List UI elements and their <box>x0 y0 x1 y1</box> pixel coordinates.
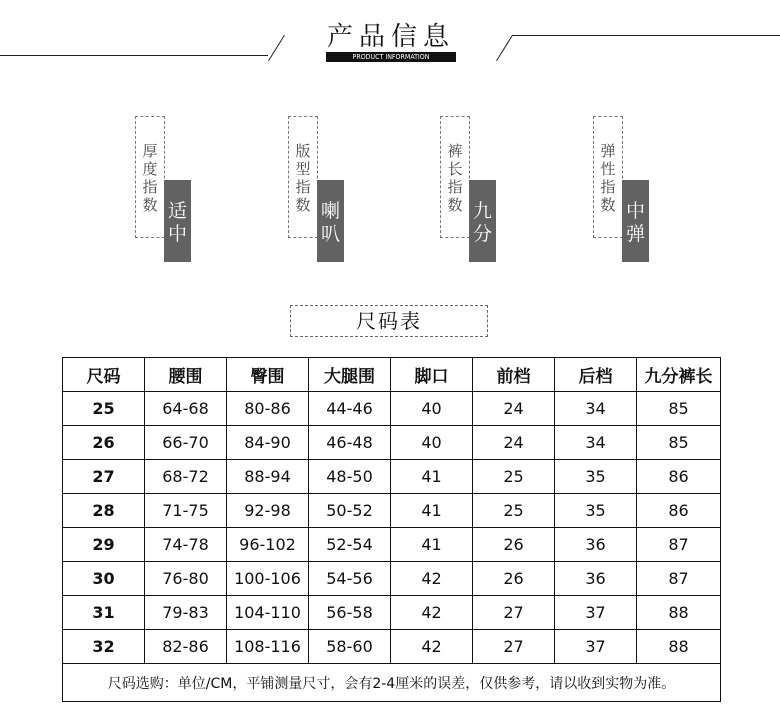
index-card-fit <box>288 116 358 266</box>
index-label: 裤长指数 <box>447 142 463 214</box>
cell-back-rise: 35 <box>555 460 637 494</box>
index-card-thickness <box>135 116 205 266</box>
header-size: 尺码 <box>63 358 145 392</box>
cell-front-rise: 27 <box>473 596 555 630</box>
cell-size: 25 <box>63 392 145 426</box>
cell-waist: 66-70 <box>145 426 227 460</box>
cell-waist: 82-86 <box>145 630 227 664</box>
cell-hem: 41 <box>391 528 473 562</box>
cell-hem: 42 <box>391 562 473 596</box>
table-header-row <box>63 358 721 392</box>
section-title: 产品信息 <box>326 22 455 52</box>
index-value: 中弹 <box>625 200 645 245</box>
cell-thigh: 52-54 <box>309 528 391 562</box>
cell-size: 28 <box>63 494 145 528</box>
cell-hip: 92-98 <box>227 494 309 528</box>
index-label: 版型指数 <box>295 142 311 214</box>
index-card-elasticity <box>593 116 663 266</box>
cell-front-rise: 24 <box>473 392 555 426</box>
cell-size: 26 <box>63 426 145 460</box>
cell-size: 31 <box>63 596 145 630</box>
cell-back-rise: 35 <box>555 494 637 528</box>
header-length: 九分裤长 <box>637 358 721 392</box>
header-slash-right <box>496 35 513 61</box>
cell-length: 86 <box>637 460 721 494</box>
cell-length: 87 <box>637 562 721 596</box>
cell-waist: 76-80 <box>145 562 227 596</box>
cell-size: 32 <box>63 630 145 664</box>
cell-front-rise: 25 <box>473 494 555 528</box>
header-line-left <box>0 55 268 56</box>
cell-thigh: 44-46 <box>309 392 391 426</box>
table-row <box>63 562 721 596</box>
cell-hip: 88-94 <box>227 460 309 494</box>
cell-front-rise: 27 <box>473 630 555 664</box>
cell-hem: 42 <box>391 596 473 630</box>
index-value-box <box>622 180 649 262</box>
table-row <box>63 596 721 630</box>
cell-front-rise: 26 <box>473 528 555 562</box>
table-row <box>63 528 721 562</box>
cell-thigh: 50-52 <box>309 494 391 528</box>
cell-waist: 71-75 <box>145 494 227 528</box>
cell-size: 29 <box>63 528 145 562</box>
cell-back-rise: 34 <box>555 392 637 426</box>
cell-hip: 108-116 <box>227 630 309 664</box>
index-label: 厚度指数 <box>142 142 158 214</box>
index-value-box <box>469 180 496 262</box>
cell-back-rise: 37 <box>555 596 637 630</box>
index-value: 喇叭 <box>320 200 340 245</box>
cell-hip: 104-110 <box>227 596 309 630</box>
cell-hem: 41 <box>391 460 473 494</box>
index-value-box <box>164 180 191 262</box>
cell-thigh: 48-50 <box>309 460 391 494</box>
cell-length: 85 <box>637 392 721 426</box>
table-row <box>63 494 721 528</box>
header-waist: 腰围 <box>145 358 227 392</box>
table-note-row <box>63 664 721 702</box>
cell-hem: 40 <box>391 392 473 426</box>
index-card-length <box>440 116 510 266</box>
size-table <box>62 357 721 702</box>
cell-length: 85 <box>637 426 721 460</box>
cell-hip: 100-106 <box>227 562 309 596</box>
cell-back-rise: 37 <box>555 630 637 664</box>
header-line-right <box>512 35 780 36</box>
cell-back-rise: 36 <box>555 528 637 562</box>
cell-waist: 79-83 <box>145 596 227 630</box>
cell-thigh: 46-48 <box>309 426 391 460</box>
header-back-rise: 后档 <box>555 358 637 392</box>
cell-hem: 40 <box>391 426 473 460</box>
cell-hip: 96-102 <box>227 528 309 562</box>
cell-front-rise: 24 <box>473 426 555 460</box>
header-front-rise: 前档 <box>473 358 555 392</box>
cell-front-rise: 25 <box>473 460 555 494</box>
section-subtitle: PRODUCT INFORMATION <box>326 52 456 62</box>
header-hem: 脚口 <box>391 358 473 392</box>
cell-size: 27 <box>63 460 145 494</box>
index-label: 弹性指数 <box>600 142 616 214</box>
table-row <box>63 392 721 426</box>
cell-length: 88 <box>637 630 721 664</box>
header-slash-left <box>268 35 285 61</box>
cell-back-rise: 36 <box>555 562 637 596</box>
index-value-box <box>317 180 344 262</box>
cell-thigh: 54-56 <box>309 562 391 596</box>
cell-thigh: 58-60 <box>309 630 391 664</box>
size-note: 尺码选购：单位/CM，平铺测量尺寸，会有2-4厘米的误差，仅供参考，请以收到实物为准。 <box>63 664 721 702</box>
index-value: 九分 <box>472 200 492 245</box>
size-chart-title: 尺码表 <box>290 305 488 337</box>
cell-hip: 84-90 <box>227 426 309 460</box>
cell-hip: 80-86 <box>227 392 309 426</box>
cell-thigh: 56-58 <box>309 596 391 630</box>
table-row <box>63 630 721 664</box>
cell-size: 30 <box>63 562 145 596</box>
cell-waist: 74-78 <box>145 528 227 562</box>
cell-back-rise: 34 <box>555 426 637 460</box>
cell-front-rise: 26 <box>473 562 555 596</box>
header-hip: 臀围 <box>227 358 309 392</box>
cell-waist: 68-72 <box>145 460 227 494</box>
cell-length: 86 <box>637 494 721 528</box>
table-row <box>63 460 721 494</box>
cell-hem: 41 <box>391 494 473 528</box>
table-row <box>63 426 721 460</box>
header-thigh: 大腿围 <box>309 358 391 392</box>
cell-length: 88 <box>637 596 721 630</box>
cell-waist: 64-68 <box>145 392 227 426</box>
cell-hem: 42 <box>391 630 473 664</box>
index-value: 适中 <box>167 200 187 245</box>
cell-length: 87 <box>637 528 721 562</box>
